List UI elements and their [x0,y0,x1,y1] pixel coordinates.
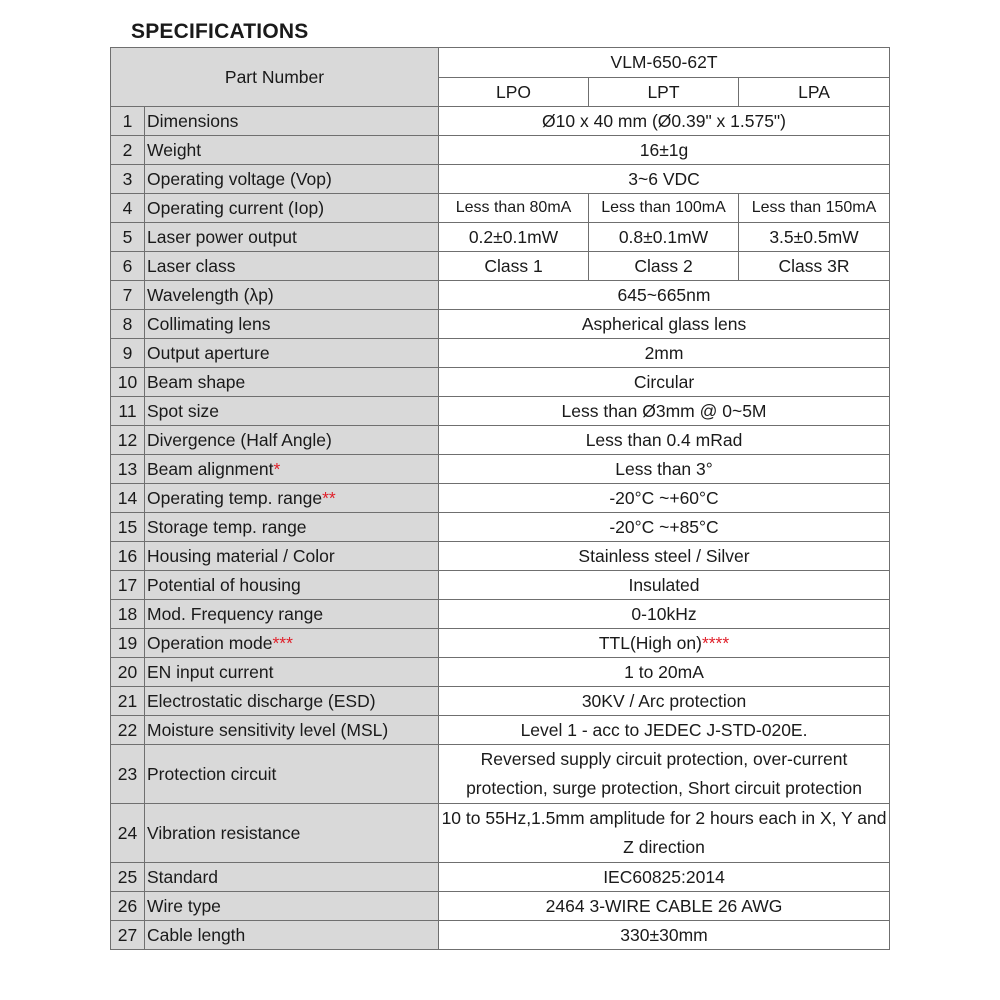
row-value-lpo: Class 1 [439,252,589,281]
row-label [145,863,439,892]
row-label-text: Operating voltage (Vop) [147,169,332,189]
model-name: VLM-650-62T [439,48,890,78]
variant-lpa: LPA [739,77,890,107]
row-label [145,745,439,804]
row-label-text: Protection circuit [147,764,277,784]
table-row [111,165,890,194]
header-row-model [111,48,890,78]
row-number: 22 [111,716,145,745]
row-value-text: 30KV / Arc protection [581,691,747,711]
row-value-lpa: Less than 150mA [739,194,890,223]
row-number: 21 [111,687,145,716]
row-value [439,687,890,716]
row-number: 12 [111,426,145,455]
row-value [439,426,890,455]
row-value-lpo: Less than 80mA [439,194,589,223]
table-row [111,571,890,600]
table-row [111,716,890,745]
table-row [111,223,890,252]
row-value [439,542,890,571]
table-row [111,107,890,136]
row-label-text: Weight [147,140,202,160]
row-number: 16 [111,542,145,571]
row-label-text: Spot size [147,401,219,421]
row-number: 9 [111,339,145,368]
row-label [145,600,439,629]
row-value-text: Circular [633,372,695,392]
row-label [145,194,439,223]
row-label-text: Mod. Frequency range [147,604,324,624]
row-label [145,687,439,716]
footnote-mark: ** [322,488,336,508]
row-label-text: Operating current (Iop) [147,198,325,218]
row-label [145,629,439,658]
row-label [145,804,439,863]
row-number: 6 [111,252,145,281]
table-row [111,863,890,892]
row-value-text: Less than 0.4 mRad [585,430,743,450]
footnote-mark: *** [272,633,293,653]
row-label-text: Housing material / Color [147,546,335,566]
row-value [439,600,890,629]
row-value [439,136,890,165]
row-value [439,745,890,804]
variant-lpt: LPT [589,77,739,107]
row-label [145,542,439,571]
row-label-text: Dimensions [147,111,239,131]
row-number: 17 [111,571,145,600]
table-row [111,426,890,455]
spec-table [110,47,890,950]
page-title: SPECIFICATIONS [131,20,309,43]
footnote-mark: * [273,459,281,479]
row-value-text: 645~665nm [617,285,711,305]
part-number-label: Part Number [111,48,439,107]
row-label [145,368,439,397]
table-row [111,892,890,921]
row-value [439,716,890,745]
table-row [111,281,890,310]
row-label [145,658,439,687]
row-value-lpt: Class 2 [589,252,739,281]
row-value-text: 3~6 VDC [628,169,700,189]
row-value-text: 16±1g [639,140,689,160]
row-value [439,863,890,892]
row-value [439,892,890,921]
row-number: 20 [111,658,145,687]
row-label-text: Wavelength (λp) [147,285,274,305]
row-label-text: Divergence (Half Angle) [147,430,332,450]
row-number: 11 [111,397,145,426]
row-label [145,426,439,455]
row-value-text: Ø10 x 40 mm (Ø0.39" x 1.575") [542,111,786,131]
table-row [111,745,890,804]
row-label-text: Operating temp. range [147,488,323,508]
row-value-text: 1 to 20mA [624,662,704,682]
row-label-text: Vibration resistance [147,823,301,843]
row-value-text: TTL(High on) [598,633,702,653]
row-value-text: 2464 3-WIRE CABLE 26 AWG [545,896,783,916]
row-value-text: -20°C ~+60°C [609,488,719,508]
row-value [439,397,890,426]
row-label [145,716,439,745]
row-label-text: Electrostatic discharge (ESD) [147,691,376,711]
table-row [111,484,890,513]
row-value-text: IEC60825:2014 [603,867,725,887]
table-row [111,136,890,165]
row-value [439,571,890,600]
row-value-text: Less than 3° [615,459,713,479]
row-number: 25 [111,863,145,892]
row-value-lpo: 0.2±0.1mW [439,223,589,252]
row-value-lpa: 3.5±0.5mW [739,223,890,252]
row-number: 19 [111,629,145,658]
table-row [111,310,890,339]
table-row [111,600,890,629]
table-row [111,397,890,426]
row-value-text: 330±30mm [620,925,708,945]
row-value-lpt: Less than 100mA [589,194,739,223]
row-value-text: Insulated [628,575,700,595]
row-number: 4 [111,194,145,223]
row-number: 27 [111,921,145,950]
row-value-text: Aspherical glass lens [581,314,747,334]
row-value-text: Less than Ø3mm @ 0~5M [561,401,767,421]
table-row [111,368,890,397]
row-number: 1 [111,107,145,136]
row-label [145,165,439,194]
table-row [111,804,890,863]
row-number: 18 [111,600,145,629]
row-label-text: Storage temp. range [147,517,307,537]
row-value [439,455,890,484]
row-number: 14 [111,484,145,513]
row-label [145,281,439,310]
row-label-text: Beam alignment [147,459,274,479]
row-value-text: Stainless steel / Silver [578,546,750,566]
row-number: 10 [111,368,145,397]
row-value [439,281,890,310]
row-label-text: Beam shape [147,372,246,392]
row-value-lpt: 0.8±0.1mW [589,223,739,252]
table-row [111,455,890,484]
row-value [439,804,890,863]
row-label [145,223,439,252]
row-value [439,107,890,136]
row-label [145,310,439,339]
row-label-text: Laser power output [147,227,297,247]
table-row [111,542,890,571]
row-label [145,455,439,484]
row-label-text: Output aperture [147,343,270,363]
row-label-text: Collimating lens [147,314,271,334]
row-value [439,513,890,542]
row-label-text: Moisture sensitivity level (MSL) [147,720,389,740]
row-number: 15 [111,513,145,542]
row-label-text: Standard [147,867,219,887]
row-value [439,368,890,397]
row-value [439,629,890,658]
row-label [145,136,439,165]
row-label [145,921,439,950]
table-row [111,339,890,368]
row-label [145,252,439,281]
row-label [145,513,439,542]
row-number: 13 [111,455,145,484]
row-label [145,107,439,136]
table-row [111,252,890,281]
row-value-text: 10 to 55Hz,1.5mm amplitude for 2 hours each in X, Y and Z direction [441,808,887,857]
row-value-text: Level 1 - acc to JEDEC J-STD-020E. [520,720,808,740]
row-label [145,892,439,921]
row-number: 23 [111,745,145,804]
row-number: 26 [111,892,145,921]
row-number: 3 [111,165,145,194]
row-number: 2 [111,136,145,165]
row-label [145,484,439,513]
row-label [145,339,439,368]
row-value [439,339,890,368]
row-label-text: Operation mode [147,633,273,653]
row-number: 7 [111,281,145,310]
row-value [439,165,890,194]
row-label [145,571,439,600]
table-row [111,921,890,950]
row-value [439,310,890,339]
table-row [111,658,890,687]
row-number: 8 [111,310,145,339]
row-label-text: Laser class [147,256,236,276]
row-value [439,658,890,687]
row-value-text: Reversed supply circuit protection, over-current protection, surge protection, Short circuit protection [466,749,862,798]
table-row [111,687,890,716]
row-value [439,484,890,513]
row-number: 5 [111,223,145,252]
table-row [111,513,890,542]
row-value-text: 0-10kHz [631,604,697,624]
row-value-text: 2mm [644,343,684,363]
row-value-text: -20°C ~+85°C [609,517,719,537]
row-value [439,921,890,950]
row-label-text: Potential of housing [147,575,301,595]
footnote-mark: **** [701,633,730,653]
row-label-text: EN input current [147,662,274,682]
row-label-text: Wire type [147,896,221,916]
variant-lpo: LPO [439,77,589,107]
row-number: 24 [111,804,145,863]
table-row [111,629,890,658]
row-label [145,397,439,426]
row-value-lpa: Class 3R [739,252,890,281]
table-row [111,194,890,223]
row-label-text: Cable length [147,925,246,945]
